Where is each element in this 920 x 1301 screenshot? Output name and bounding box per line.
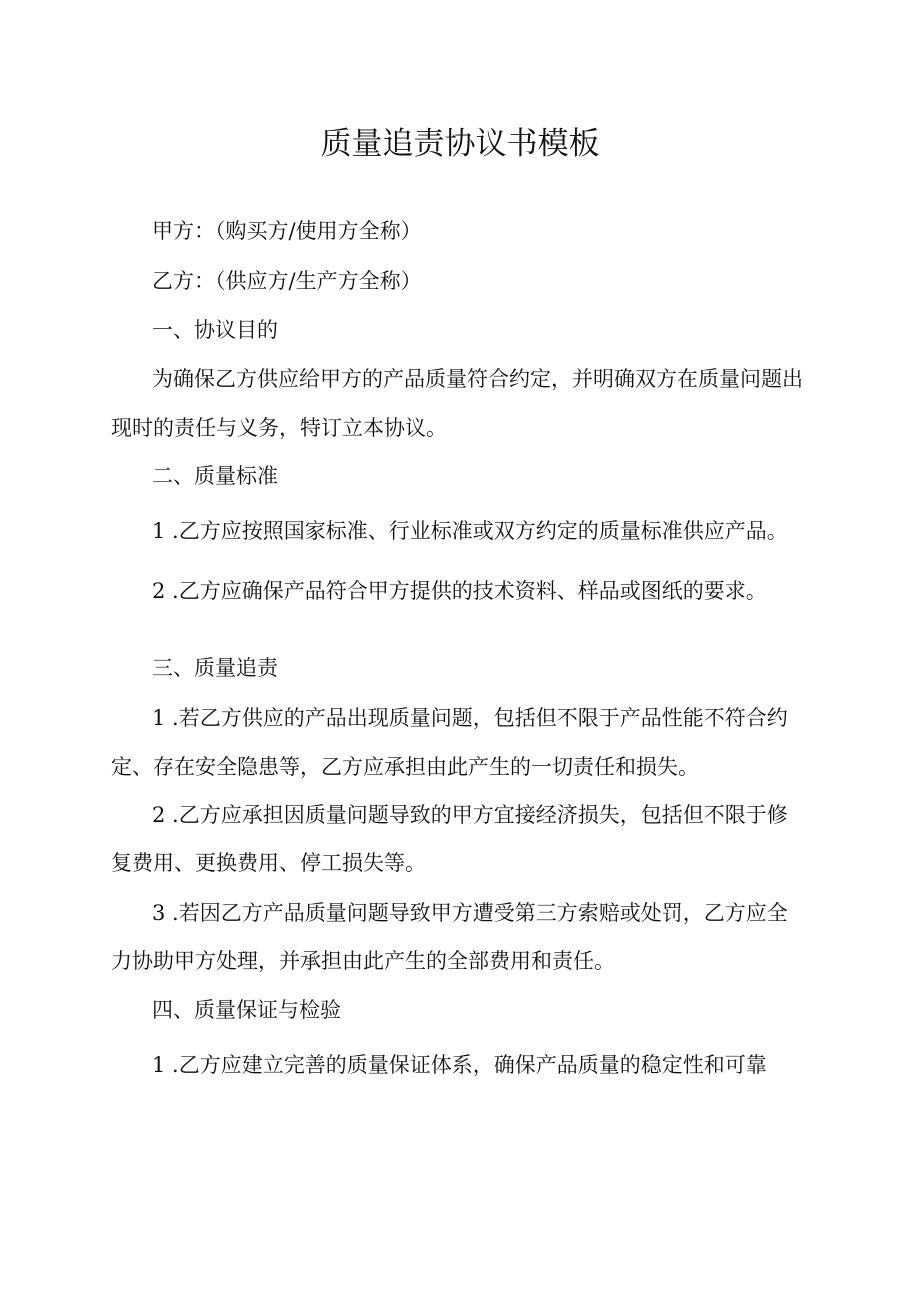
section-heading-quality-accountability: 三、质量追责 xyxy=(152,656,278,680)
paragraph-line: 现时的责任与义务，特订立本协议。 xyxy=(111,416,447,440)
section-heading-quality-assurance: 四、质量保证与检验 xyxy=(152,998,341,1022)
paragraph-line: 3 .若因乙方产品质量问题导致甲方遭受第三方索赔或处罚，乙方应全 xyxy=(152,901,788,925)
paragraph-line: 1 .乙方应建立完善的质量保证体系，确保产品质量的稳定性和可靠 xyxy=(152,1053,767,1077)
paragraph-line: 1 .若乙方供应的产品出现质量问题，包括但不限于产品性能不符合约 xyxy=(152,706,788,730)
section-heading-purpose: 一、协议目的 xyxy=(152,318,278,342)
paragraph-line: 定、存在安全隐患等，乙方应承担由此产生的一切责任和损失。 xyxy=(111,755,699,779)
paragraph-line: 1 .乙方应按照国家标准、行业标准或双方约定的质量标准供应产品。 xyxy=(152,519,788,543)
paragraph-line: 为确保乙方供应给甲方的产品质量符合约定，并明确双方在质量问题出 xyxy=(152,367,803,391)
party-a-line: 甲方：（购买方/使用方全称） xyxy=(152,219,422,243)
section-heading-quality-standards: 二、质量标准 xyxy=(152,464,278,488)
document-title: 质量追责协议书模板 xyxy=(320,126,600,162)
paragraph-line: 2 .乙方应承担因质量问题导致的甲方宜接经济损失，包括但不限于修 xyxy=(152,803,788,827)
paragraph-line: 力协助甲方处理，并承担由此产生的全部费用和责任。 xyxy=(111,949,615,973)
party-b-line: 乙方：（供应方/生产方全称） xyxy=(152,269,422,293)
paragraph-line: 复费用、更换费用、停工损失等。 xyxy=(111,851,426,875)
paragraph-line: 2 .乙方应确保产品符合甲方提供的技术资料、样品或图纸的要求。 xyxy=(152,579,767,603)
